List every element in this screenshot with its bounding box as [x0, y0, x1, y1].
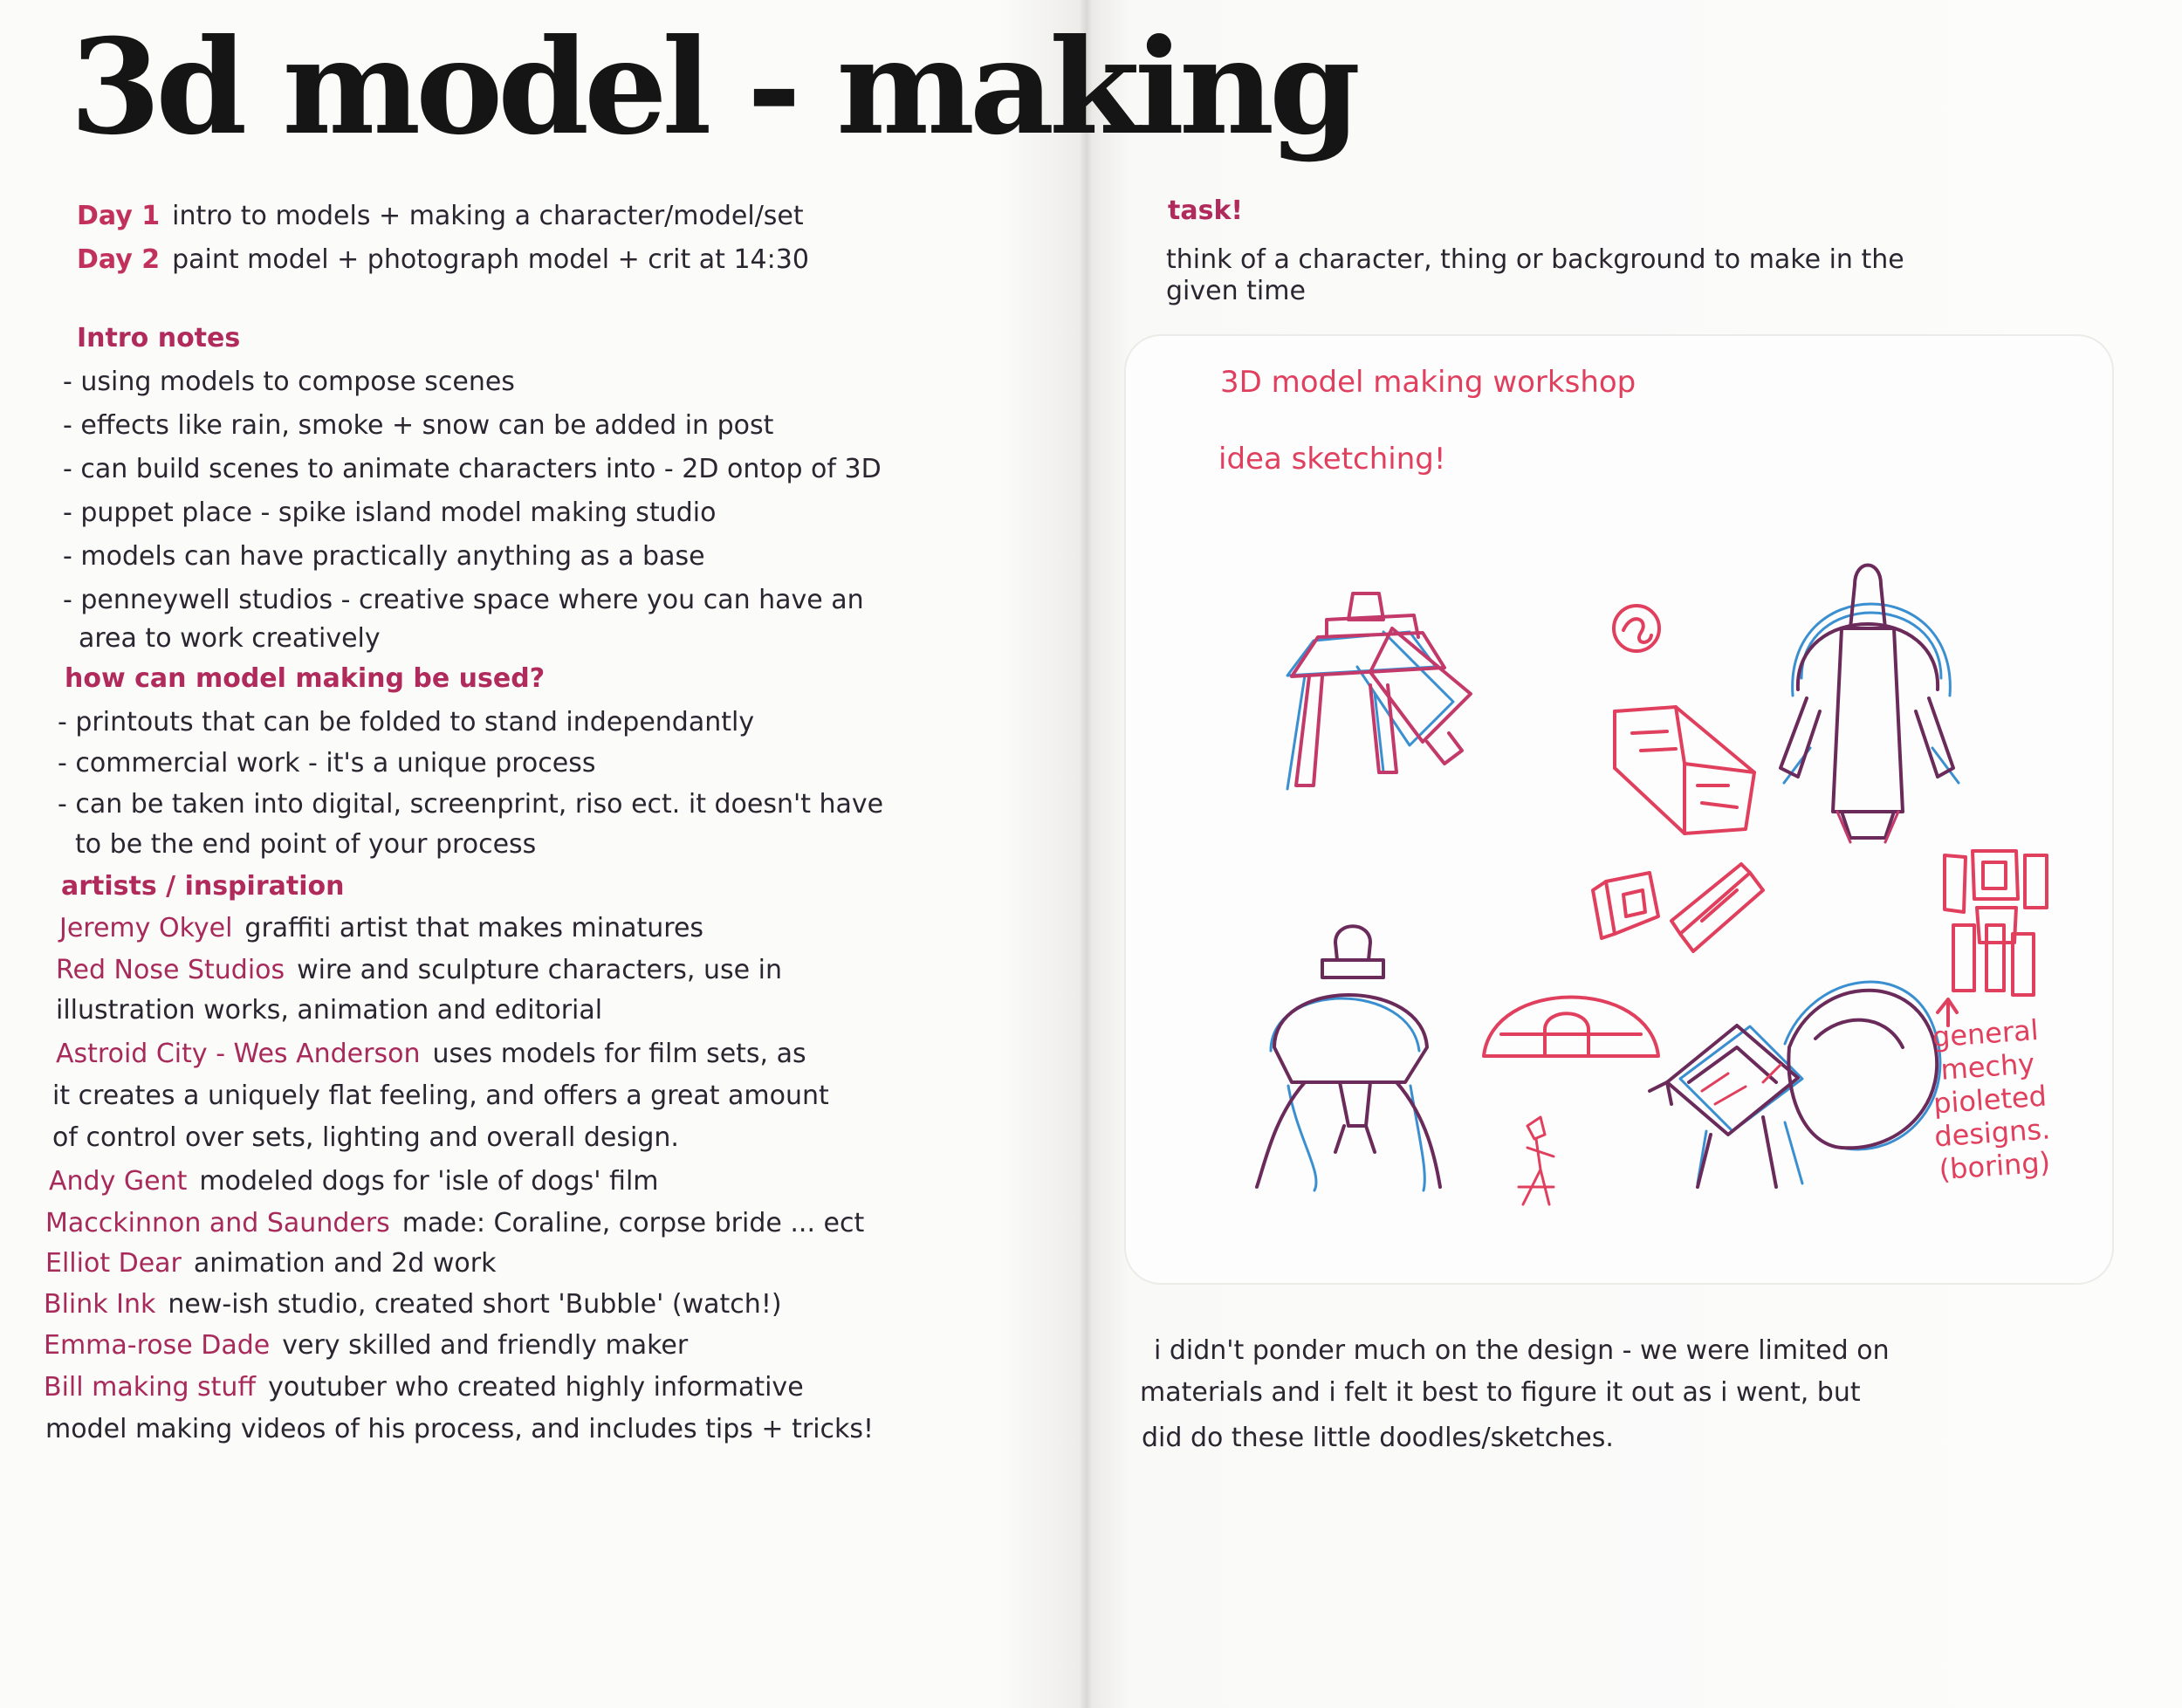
artist-entry: [45, 1412, 874, 1447]
day-text: paint model + photograph model + crit at 14:30: [172, 244, 809, 275]
intro-item: - puppet place - spike island model making studio: [63, 497, 717, 528]
intro-item: - can build scenes to animate characters into - 2D ontop of 3D: [63, 454, 882, 484]
artist-entry: [56, 1037, 806, 1072]
day-label: Day 2: [77, 244, 161, 275]
uses-item: - printouts that can be folded to stand independantly: [58, 707, 755, 737]
sketch-dome-mech: [1257, 926, 1440, 1190]
artist-entry: [59, 911, 703, 946]
artist-name: Astroid City - Wes Anderson: [56, 1039, 421, 1069]
sketch-circle-logo: [1614, 606, 1659, 651]
artist-note: illustration works, animation and editorial: [56, 995, 603, 1025]
artist-name: Bill making stuff: [44, 1372, 257, 1403]
artist-entry: [56, 953, 782, 988]
intro-item: - effects like rain, smoke + snow can be added in post: [63, 410, 774, 441]
workshop-subtitle: idea sketching!: [1218, 442, 1446, 477]
artist-note: wire and sculpture characters, use in: [297, 955, 782, 985]
artist-note: modeled dogs for 'isle of dogs' film: [199, 1166, 659, 1197]
uses-item: - can be taken into digital, screenprint, riso ect. it doesn't have: [58, 789, 884, 820]
artist-entry: [44, 1370, 804, 1405]
artist-entry: [52, 1121, 679, 1156]
artist-entry: [44, 1287, 782, 1322]
artist-name: Emma-rose Dade: [44, 1330, 271, 1361]
artist-name: Elliot Dear: [45, 1248, 182, 1279]
artist-name: Macckinnon and Saunders: [45, 1208, 390, 1238]
sketch-long-box: [1615, 707, 1754, 833]
sketch-arch: [1484, 998, 1658, 1057]
artist-entry: [45, 1246, 496, 1281]
uses-item: - commercial work - it's a unique process: [58, 748, 596, 779]
reflection-text: did do these little doodles/sketches.: [1142, 1423, 1614, 1453]
task-text: given time: [1166, 276, 1306, 306]
note-line: pioleted: [1932, 1079, 2048, 1121]
artist-note: model making videos of his process, and includes tips + tricks!: [45, 1414, 875, 1444]
uses-heading: how can model making be used?: [65, 663, 546, 694]
artist-entry: [52, 1079, 829, 1114]
artist-note: of control over sets, lighting and overall design.: [52, 1122, 679, 1153]
task-heading: task!: [1168, 195, 1244, 226]
workshop-title: 3D model making workshop: [1220, 365, 1636, 400]
sketch-note: [1906, 1012, 2075, 1188]
sketch-bell-mech: [1781, 566, 1959, 843]
artist-name: Andy Gent: [49, 1166, 188, 1197]
note-line: general: [1931, 1012, 2040, 1054]
uses-item: to be the end point of your process: [75, 829, 537, 860]
artist-note: uses models for film sets, as: [432, 1039, 806, 1069]
reflection-text: materials and i felt it best to figure it out as i went, but: [1140, 1377, 1861, 1408]
task-text: think of a character, thing or background to make in the: [1166, 244, 1904, 275]
artist-name: Red Nose Studios: [56, 955, 285, 985]
day-text: intro to models + making a character/model/set: [172, 201, 804, 231]
artists-heading: artists / inspiration: [61, 871, 345, 902]
book-gutter: [1081, 0, 1093, 1708]
note-line: (boring): [1938, 1145, 2052, 1187]
artist-note: animation and 2d work: [193, 1248, 497, 1279]
artist-name: Blink Ink: [44, 1289, 156, 1320]
intro-item: area to work creatively: [79, 623, 381, 654]
artist-note: it creates a uniquely flat feeling, and offers a great amount: [52, 1080, 829, 1111]
reflection-text: i didn't ponder much on the design - we were limited on: [1154, 1335, 1890, 1366]
page-title: 3d model - making: [70, 10, 1355, 164]
sketch-small-box: [1593, 873, 1658, 938]
schedule-day-2: [77, 243, 809, 278]
schedule-day-1: [77, 199, 804, 234]
intro-item: - models can have practically anything as a base: [63, 541, 705, 572]
intro-item: - penneywell studios - creative space where you can have an: [63, 585, 864, 615]
intro-heading: Intro notes: [77, 323, 241, 353]
sketch-robot-body: [1945, 851, 2047, 995]
artist-note: very skilled and friendly maker: [282, 1330, 689, 1361]
sketch-lamp-mech: [1287, 593, 1471, 789]
artist-name: Jeremy Okyel: [59, 913, 233, 943]
note-line: designs.: [1932, 1112, 2052, 1154]
artist-entry: [45, 1206, 864, 1241]
day-label: Day 1: [77, 201, 161, 231]
sketch-tilted-tube: [1671, 864, 1763, 951]
sketch-tiny-figure: [1519, 1117, 1554, 1204]
artist-note: youtuber who created highly informative: [268, 1372, 804, 1403]
artist-note: made: Coraline, corpse bride ... ect: [401, 1208, 865, 1238]
artist-note: new-ish studio, created short 'Bubble' (watch!): [168, 1289, 782, 1320]
artist-entry: [49, 1164, 659, 1199]
artist-note: graffiti artist that makes minatures: [244, 913, 704, 943]
sketch-walker-mech: [1650, 982, 1940, 1187]
intro-item: - using models to compose scenes: [63, 367, 515, 397]
note-line: mechy: [1939, 1046, 2036, 1087]
artist-entry: [56, 993, 602, 1028]
artist-entry: [44, 1328, 688, 1363]
